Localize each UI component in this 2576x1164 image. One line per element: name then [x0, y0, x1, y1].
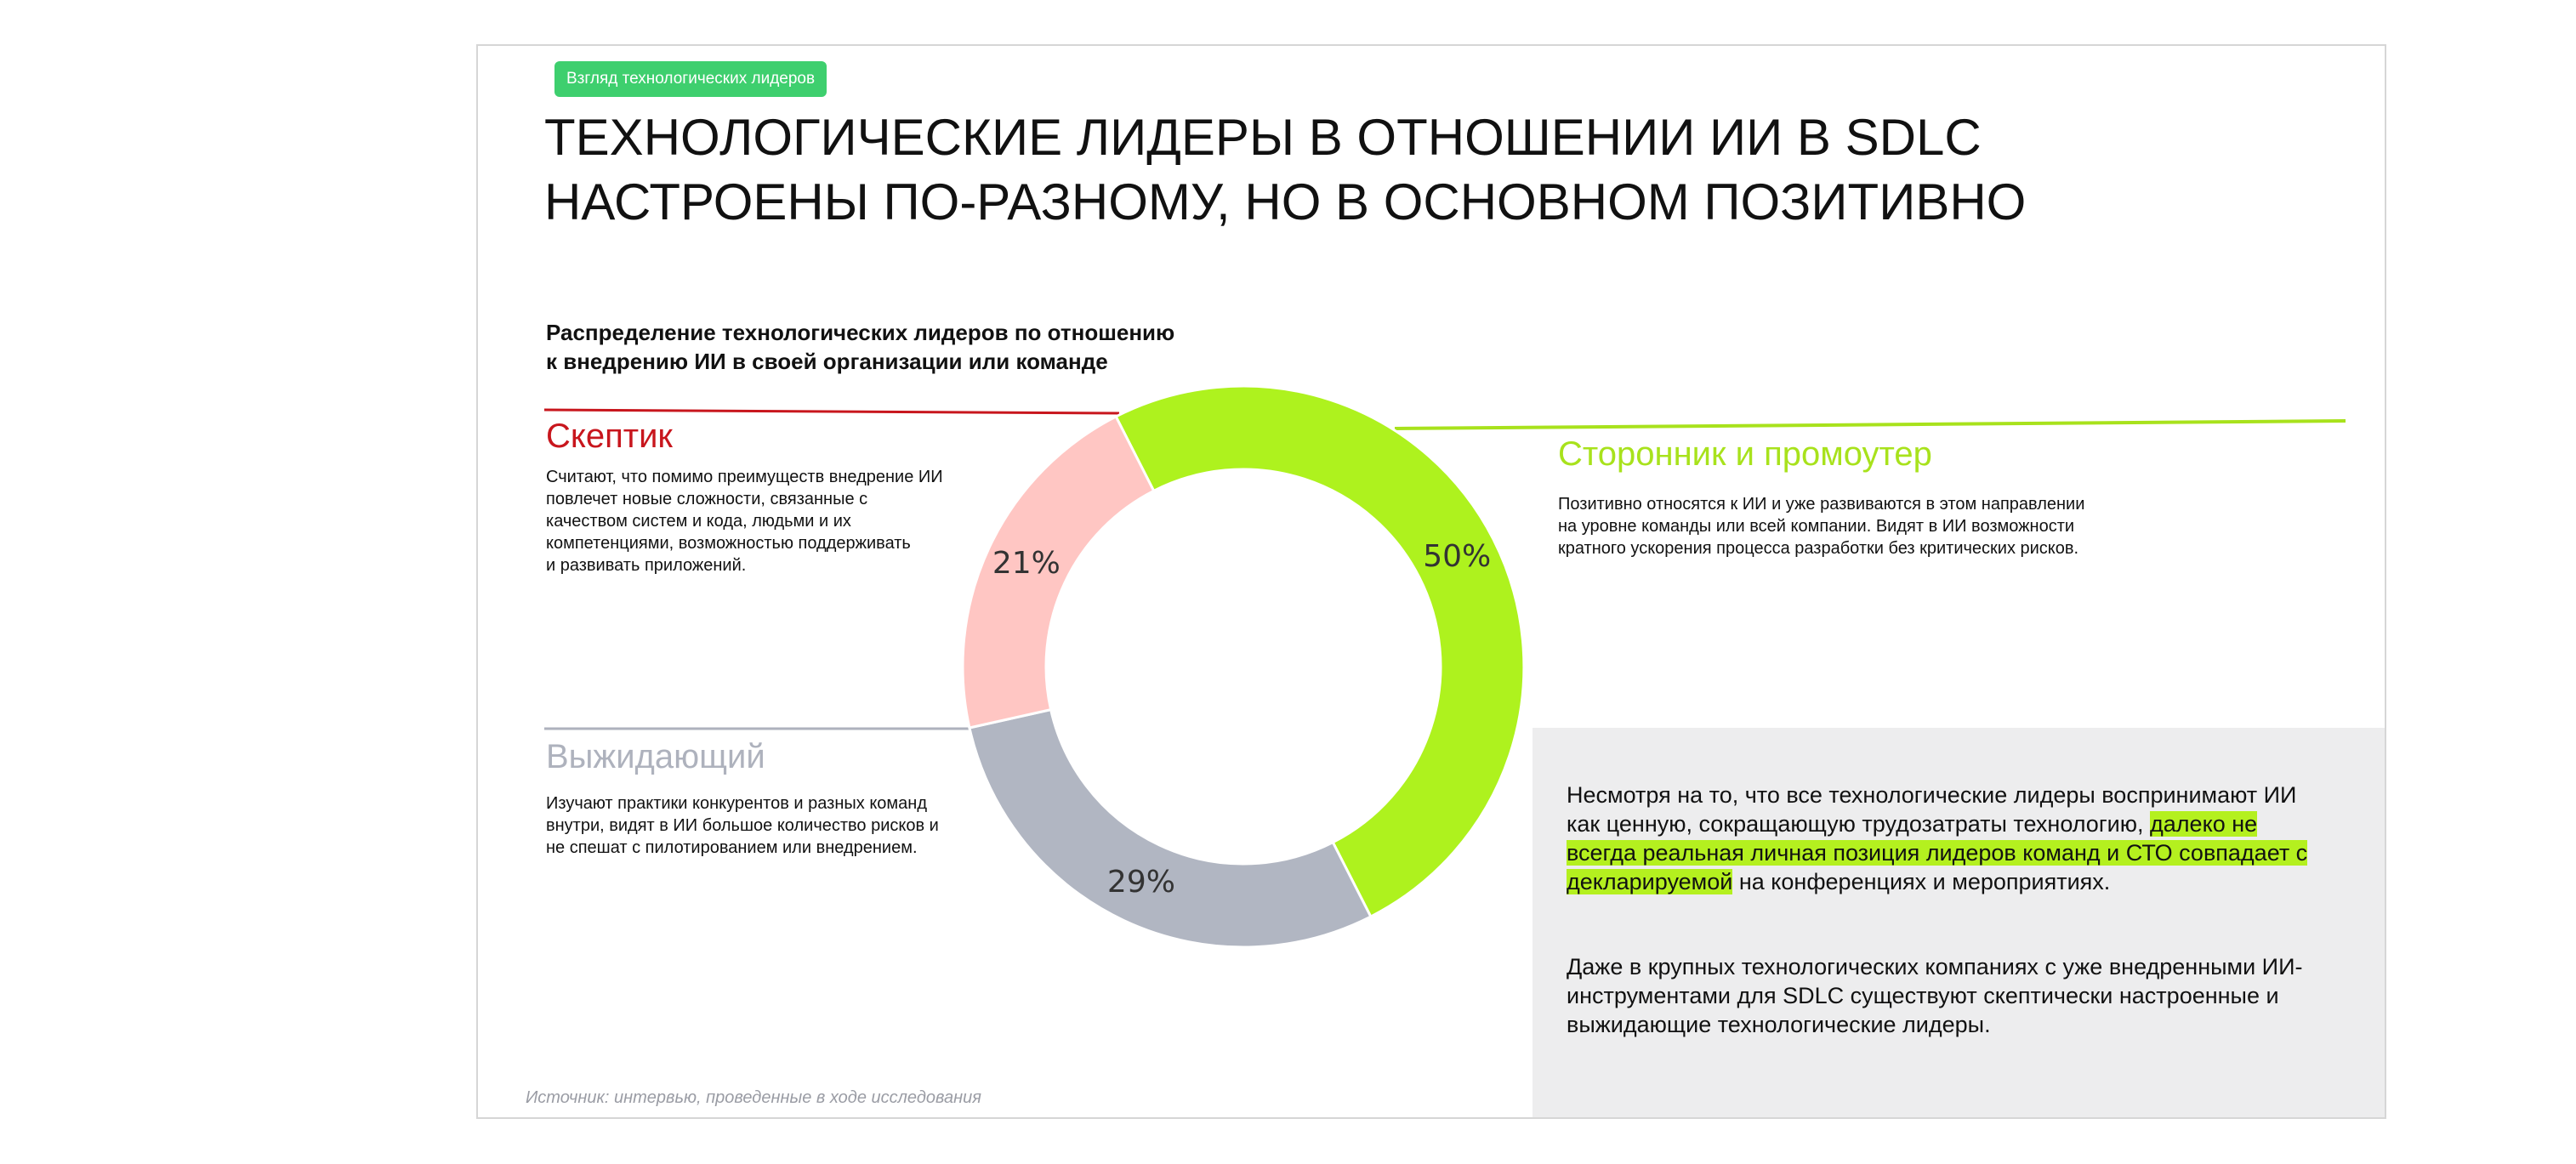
supporter-desc-line: кратного ускорения процесса разработки без критических рисков. [1558, 539, 2079, 558]
skeptic-description [546, 466, 1022, 576]
supporter-title: Сторонник и промоутер [1558, 435, 1932, 473]
supporter-description [1558, 493, 2204, 559]
chart-heading-line-1: Распределение технологических лидеров по отношению [546, 320, 1175, 345]
insight-highlight: далеко не всегда реальная личная позиция лидеров команд и СТО совпадает с декларируемой [1567, 811, 2308, 894]
insight-lead: Несмотря на то, что все технологические лидеры воспринимают ИИ как ценную, сокращающую трудозатраты технологию, [1567, 782, 2297, 837]
waiting-description [546, 792, 1022, 859]
insight-paragraph-1 [1567, 781, 2323, 896]
insight-box [1533, 728, 2386, 1119]
donut-slice-waiting [970, 710, 1371, 947]
supporter-leader-line [1395, 421, 2346, 429]
skeptic-desc-line: компетенциями, возможностью поддерживать [546, 534, 911, 553]
slice-label-skeptic: 21% [992, 545, 1061, 581]
title-line-1: ТЕХНОЛОГИЧЕСКИЕ ЛИДЕРЫ В ОТНОШЕНИИ ИИ В SDLC [544, 109, 1982, 166]
chart-heading-line-2: к внедрению ИИ в своей организации или команде [546, 349, 1108, 374]
supporter-desc-line: на уровне команды или всей компании. Видят в ИИ возможности [1558, 517, 2075, 536]
waiting-desc-line: не спешат с пилотированием или внедрением. [546, 838, 918, 857]
title-line-2: НАСТРОЕНЫ ПО-РАЗНОМУ, НО В ОСНОВНОМ ПОЗИТИВНО [544, 173, 2027, 230]
waiting-desc-line: внутри, видят в ИИ большое количество рисков и [546, 816, 939, 835]
slide [476, 44, 2386, 1119]
supporter-desc-line: Позитивно относятся к ИИ и уже развиваются в этом направлении [1558, 495, 2085, 514]
slice-label-supporter: 50% [1423, 538, 1492, 574]
skeptic-title: Скептик [546, 417, 673, 455]
skeptic-desc-line: качеством систем и кода, людьми и их [546, 512, 851, 531]
skeptic-desc-line: и развивать приложений. [546, 556, 747, 575]
slice-label-waiting: 29% [1106, 865, 1175, 900]
insight-tail: на конференциях и мероприятиях. [1738, 869, 2111, 894]
insight-paragraph-2: Даже в крупных технологических компаниях с уже внедренными ИИ-инструментами для SDLC существуют скептически настроенные и выжидающие технологические лидеры. [1567, 954, 2303, 1037]
source-note: Источник: интервью, проведенные в ходе исследования [526, 1088, 981, 1107]
skeptic-desc-line: Считают, что помимо преимуществ внедрение ИИ [546, 468, 943, 486]
donut-slice-supporter [1116, 386, 1524, 917]
skeptic-desc-line: повлечет новые сложности, связанные с [546, 490, 868, 508]
waiting-title: Выжидающий [546, 738, 765, 775]
category-tag: Взгляд технологических лидеров [554, 61, 827, 97]
skeptic-leader-line [544, 410, 1119, 413]
waiting-desc-line: Изучают практики конкурентов и разных команд [546, 794, 928, 813]
